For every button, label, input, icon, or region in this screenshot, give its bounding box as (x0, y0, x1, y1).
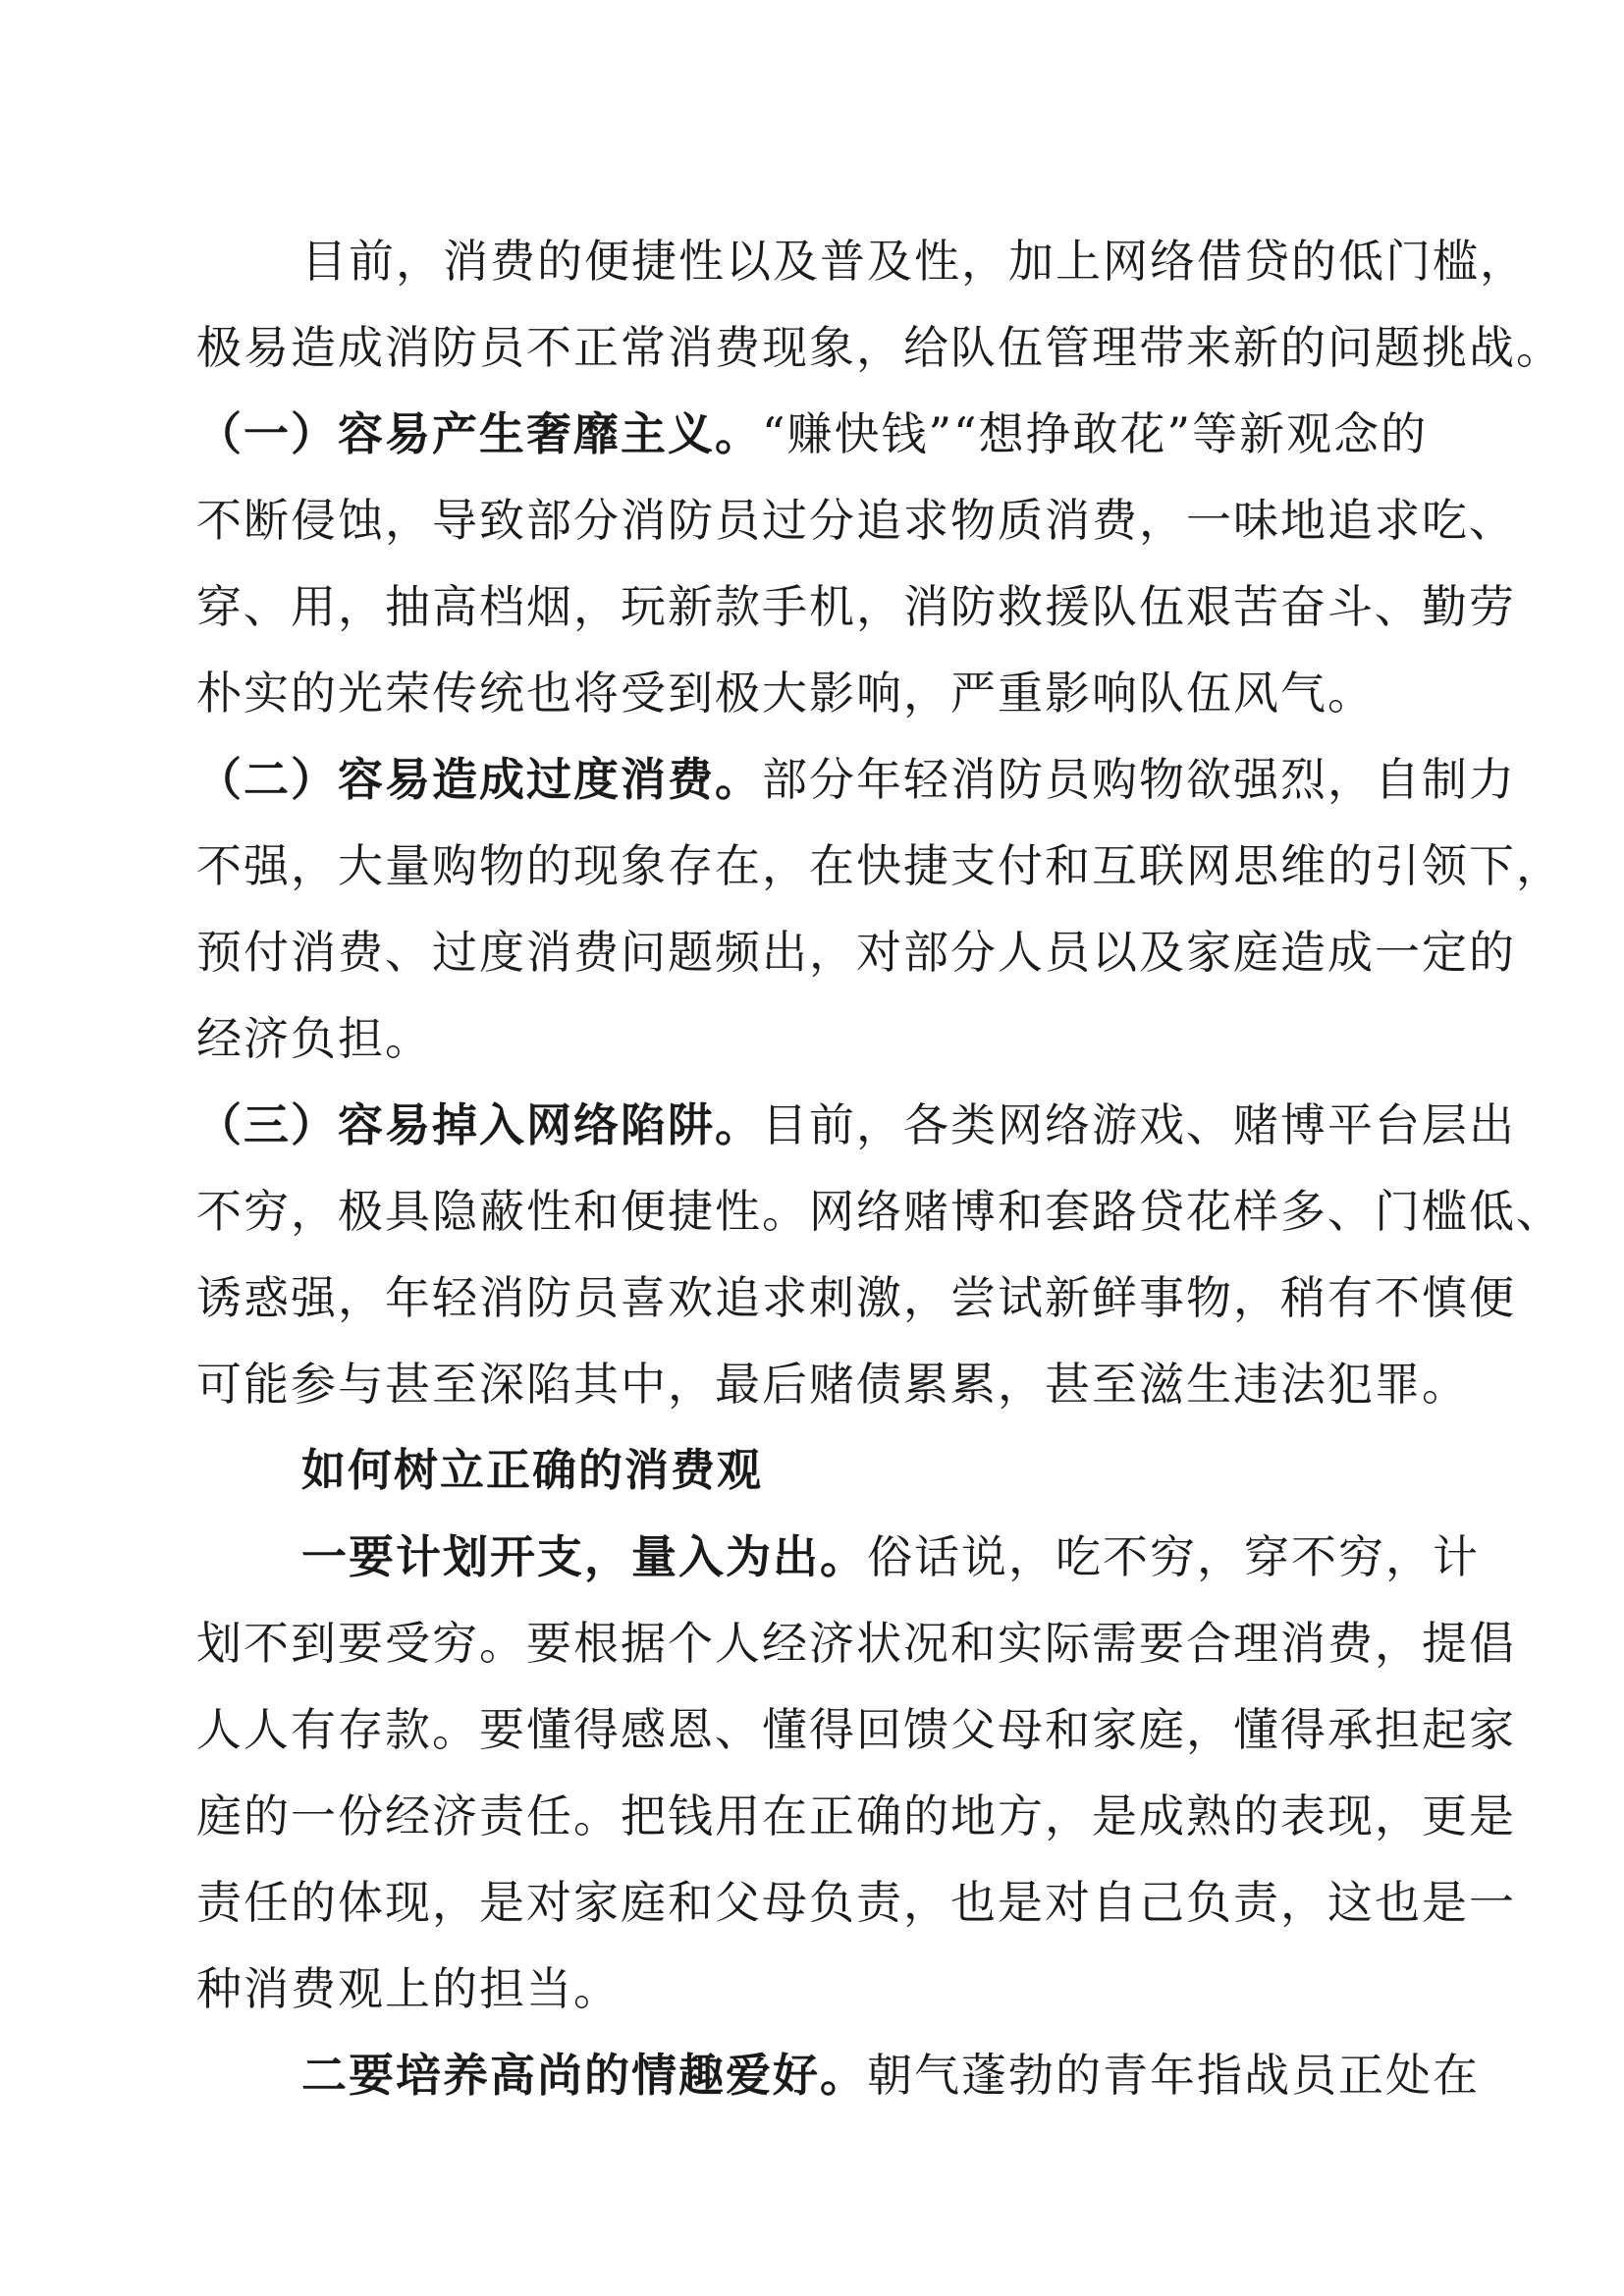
text-line: 不强，大量购物的现象存在，在快捷支付和互联网思维的引领下， (196, 839, 1563, 892)
text-line: 诱惑强，年轻消防员喜欢追求刺激，尝试新鲜事物，稍有不慎便 (196, 1271, 1516, 1324)
text-line: 穿、用，抽高档烟，玩新款手机，消防救援队伍艰苦奋斗、勤劳 (196, 580, 1516, 633)
text-line: 庭的一份经济责任。把钱用在正确的地方，是成熟的表现，更是 (196, 1789, 1516, 1842)
text-line: 经济负担。 (196, 1012, 432, 1065)
text-line: 目前，消费的便捷性以及普及性，加上网络借贷的低门槛， (301, 235, 1527, 288)
paragraph-luxury (196, 391, 1516, 736)
text-line: 不穷，极具隐蔽性和便捷性。网络赌博和套路贷花样多、门槛低、 (196, 1185, 1563, 1238)
text-line (196, 1082, 1516, 1168)
text-line: 极易造成消防员不正常消费现象，给队伍管理带来新的问题挑战。 (196, 321, 1563, 374)
text-line: 可能参与甚至深陷其中，最后赌债累累，甚至滋生违法犯罪。 (196, 1358, 1469, 1411)
text-line: 不断侵蚀，导致部分消防员过分追求物质消费，一味地追求吃、 (196, 494, 1516, 547)
paragraph-intro (196, 218, 1563, 391)
document-page (196, 218, 1563, 2118)
text-line: 划不到要受穷。要根据个人经济状况和实际需要合理消费，提倡 (196, 1617, 1516, 1670)
text-line: 人人有存款。要懂得感恩、懂得回馈父母和家庭，懂得承担起家 (196, 1703, 1516, 1756)
paragraph-lead: 二要培养高尚的情趣爱好。 (301, 2049, 867, 2102)
paragraph-lead: 一要计划开支，量入为出。 (301, 1530, 867, 1583)
text-line (196, 2032, 1480, 2118)
text-line: 预付消费、过度消费问题频出，对部分人员以及家庭造成一定的 (196, 926, 1516, 979)
paragraph-lead: （一）容易产生奢靡主义。 (196, 407, 762, 460)
section-heading: 如何树立正确的消费观 (301, 1444, 764, 1496)
paragraph-overspending (196, 736, 1563, 1082)
text-line (196, 1514, 1480, 1600)
text-line (196, 736, 1516, 823)
paragraph-hobbies (196, 2032, 1480, 2118)
paragraph-lead: （二）容易造成过度消费。 (196, 753, 762, 806)
text-run: 朝气蓬勃的青年指战员正处在 (867, 2049, 1480, 2102)
text-run: “赚快钱”“想挣敢花”等新观念的 (762, 407, 1429, 460)
text-line: 种消费观上的担当。 (196, 1962, 621, 2015)
text-run: 部分年轻消防员购物欲强烈，自制力 (762, 753, 1516, 806)
text-run: 目前，各类网络游戏、赌博平台层出 (762, 1098, 1516, 1151)
text-line: 朴实的光荣传统也将受到极大影响，严重影响队伍风气。 (196, 667, 1375, 720)
text-line (196, 391, 1435, 477)
text-run: 俗话说，吃不穷，穿不穷，计 (867, 1530, 1480, 1583)
paragraph-network-traps (196, 1082, 1563, 1427)
paragraph-budget (196, 1514, 1516, 2032)
text-line: 责任的体现，是对家庭和父母负责，也是对自己负责，这也是一 (196, 1876, 1516, 1929)
paragraph-lead: （三）容易掉入网络陷阱。 (196, 1098, 762, 1151)
